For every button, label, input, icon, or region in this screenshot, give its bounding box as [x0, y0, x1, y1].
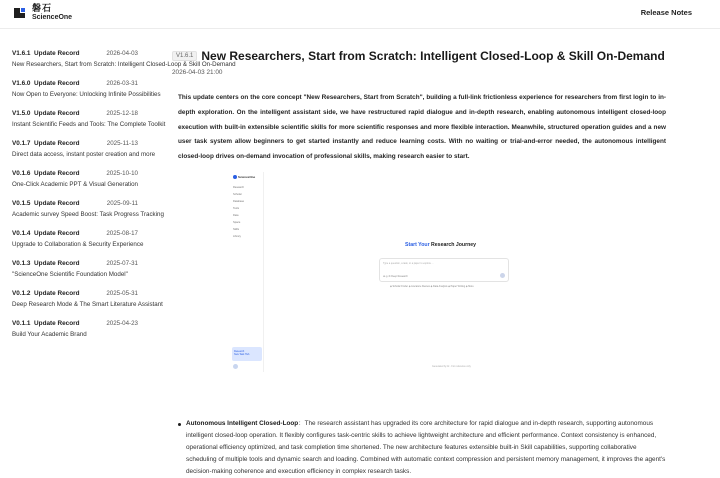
- page-title: New Researchers, Start from Scratch: Intelligent Closed-Loop & Skill On-Demand: [201, 49, 665, 63]
- sidebar-item-date: 2025-09-11: [106, 200, 138, 207]
- sidebar-item-desc: Build Your Academic Brand: [12, 331, 87, 338]
- publish-date: 2026-04-03 21:00: [172, 69, 223, 76]
- sidebar-item-desc: "ScienceOne Scientific Foundation Model": [12, 271, 128, 278]
- sidebar-item-title: V0.1.3 Update Record: [12, 260, 80, 267]
- send-icon: [500, 273, 505, 278]
- sidebar-item-title: V1.6.1 Update Record: [12, 50, 80, 57]
- release-notes-link[interactable]: Release Notes: [640, 8, 692, 17]
- sidebar-item-date: 2026-03-31: [106, 80, 138, 87]
- feature-bullet-title: Autonomous Intelligent Closed-Loop: [186, 420, 299, 427]
- screenshot-nav-item: Tools: [233, 207, 240, 210]
- feature-bullet: [178, 418, 666, 478]
- sidebar-item-title: V0.1.5 Update Record: [12, 200, 80, 207]
- sidebar-item-title: V1.5.0 Update Record: [12, 110, 80, 117]
- sidebar-item-date: 2025-08-17: [106, 230, 138, 237]
- sidebar-item-desc: Academic survey Speed Boost: Task Progress Tracking: [12, 211, 164, 218]
- logo-dot-icon: [233, 175, 237, 179]
- sidebar-item-title: V0.1.1 Update Record: [12, 320, 80, 327]
- screenshot-footer: Generated by AI · For reference only: [432, 365, 471, 368]
- bullet-icon: [178, 423, 181, 426]
- screenshot-nav-item: Scholar: [233, 193, 242, 196]
- screenshot-input-tools: ⊕ ◎ ⚙ Deep Research: [383, 275, 408, 278]
- screenshot-heading: Start Your Research Journey: [405, 242, 477, 248]
- release-content: [150, 29, 720, 475]
- sidebar-item-v1-5-0[interactable]: [12, 110, 166, 140]
- sidebar-item-date: 2025-05-31: [106, 290, 138, 297]
- screenshot-nav-item: Data: [233, 214, 239, 217]
- sidebar-item-v1-6-0[interactable]: [12, 80, 161, 110]
- logo-text-en: ScienceOne: [32, 14, 73, 21]
- sidebar-item-v0-1-7[interactable]: [12, 140, 156, 170]
- sidebar-item-title: V0.1.6 Update Record: [12, 170, 80, 177]
- screenshot-logo: ScienceOne: [233, 175, 255, 179]
- screenshot-input-placeholder: Type a question, a task, or a paper to explore ...: [383, 262, 434, 265]
- sidebar-item-date: 2025-11-13: [106, 140, 138, 147]
- sidebar-item-title: V0.1.4 Update Record: [12, 230, 80, 237]
- sidebar-item-date: 2025-10-10: [106, 170, 138, 177]
- sidebar-item-desc: Now Open to Everyone: Unlocking Infinite Possibilities: [12, 91, 161, 98]
- screenshot-nav-item: Library: [233, 235, 241, 238]
- sidebar-item-desc: New Researchers, Start from Scratch: Intelligent Closed-Loop & Skill On-Demand: [12, 61, 236, 68]
- screenshot-promo-text: Research New Task Hub: [234, 350, 250, 357]
- sidebar-item-date: 2026-04-03: [106, 50, 138, 57]
- sidebar-item-v0-1-4[interactable]: [12, 230, 144, 260]
- screenshot-skill-chips: ◈ Scholar Finder ◈ Literature Review ◈ Data Analysis ◈ Paper Writing ◈ More: [390, 285, 474, 288]
- sidebar-item-v0-1-6[interactable]: [12, 170, 138, 200]
- screenshot-nav-item: Database: [233, 200, 245, 203]
- sidebar-item-date: 2025-12-18: [106, 110, 138, 117]
- logo[interactable]: [12, 3, 72, 23]
- top-header: [0, 0, 720, 29]
- sidebar-item-desc: Upgrade to Collaboration & Security Experience: [12, 241, 144, 248]
- screenshot-nav-item: Skills: [233, 228, 240, 231]
- feature-bullet-text: ：The research assistant has upgraded its core architecture for rapid dialogue and in-depth research, supporting autonomous intelligent closed-loop operation. It flexibly configures task-centric skills to achieve lightweight architecture and efficient performance. Context consistency is enhanced, operational efficiency optimized, and task completion time shortened. The new architecture features extensible built-in Skill capabilities, supporting collaborative scheduling of multiple tools and dynamic search and loading. Combined with automatic context compression and persistent memory management, it improves the agent's decision-making coherence and execution efficiency in complex research tasks.: [186, 420, 666, 475]
- sidebar-item-date: 2025-04-23: [106, 320, 138, 327]
- screenshot-promo-card: [232, 347, 262, 361]
- logo-icon: [12, 5, 28, 21]
- sidebar-item-v0-1-3[interactable]: [12, 260, 138, 290]
- screenshot-input-box: [379, 258, 509, 282]
- version-badge: V1.6.1: [172, 51, 197, 61]
- sidebar-item-v0-1-1[interactable]: [12, 320, 138, 350]
- title-row: [172, 49, 665, 63]
- sidebar-item-v0-1-5[interactable]: [12, 200, 164, 230]
- screenshot-nav-item: Space: [233, 221, 241, 224]
- sidebar-item-date: 2025-07-31: [106, 260, 138, 267]
- screenshot-sidebar: [230, 172, 264, 372]
- product-screenshot: [230, 172, 630, 372]
- sidebar-item-title: V0.1.7 Update Record: [12, 140, 80, 147]
- intro-paragraph: This update centers on the core concept "New Researchers, Start from Scratch", building a full-link frictionless experience for researchers from first login to in-depth exploration. On the intelligent assistant side, we have restructured rapid dialogue and in-depth research, enabling autonomous intelligent closed-loop execution with built-in extensible scientific skills for more scientific responses and more flexible interaction. Meanwhile, structured operation guides and a new user task system allow beginners to get started instantly and reduce learning costs. With no waiting or trial-and-error needed, the autonomous intelligent closed-loop drives on-demand invocation of professional skills, making research easier to start.: [178, 94, 666, 161]
- sidebar-item-desc: Direct data access, instant poster creation and more: [12, 151, 156, 158]
- sidebar-item-v0-1-2[interactable]: [12, 290, 163, 320]
- sidebar-item-desc: Instant Scientific Feeds and Tools: The Complete Toolkit: [12, 121, 166, 128]
- sidebar-item-desc: One-Click Academic PPT & Visual Generation: [12, 181, 138, 188]
- screenshot-avatar: [233, 364, 238, 369]
- sidebar-item-desc: Deep Research Mode & The Smart Literature Assistant: [12, 301, 163, 308]
- sidebar-item-title: V1.6.0 Update Record: [12, 80, 80, 87]
- logo-text-cn: 磐石: [32, 3, 53, 13]
- screenshot-nav-item: Research: [233, 186, 245, 189]
- sidebar-item-title: V0.1.2 Update Record: [12, 290, 80, 297]
